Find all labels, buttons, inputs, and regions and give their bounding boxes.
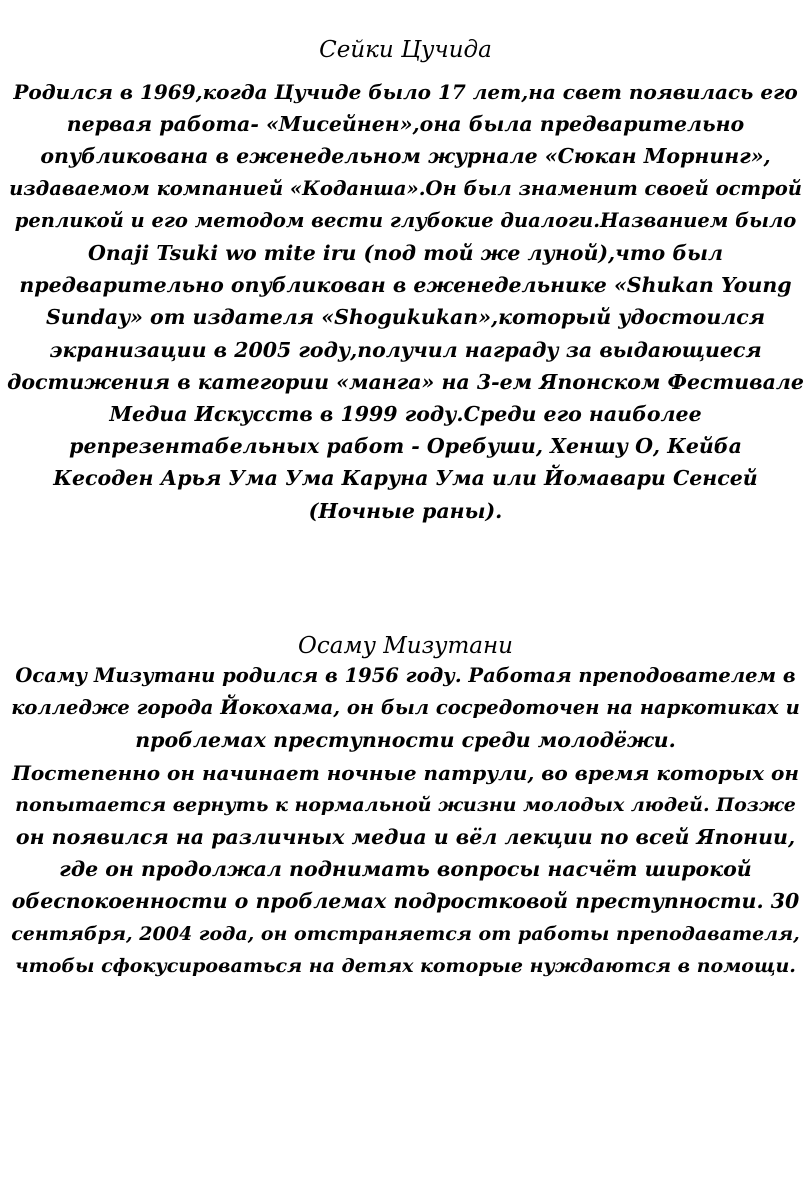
bio-paragraph (0, 757, 811, 982)
text-line: Sunday» от издателя «Shogukukan»,который удостоился (45, 305, 766, 330)
text-line: первая работа- «Мисейнен»,она была предварительно (66, 112, 745, 137)
bio-paragraph (0, 660, 811, 757)
text-line: чтобы сфокусироваться на детях которые нуждаются в помощи. (15, 954, 796, 977)
text-line: экранизации в 2005 году,получил награду за выдающиеся (49, 337, 762, 362)
text-line: достижения в категории «манга» на 3-ем Японском Фестивале (7, 369, 804, 394)
bio-paragraph (0, 76, 811, 527)
text-line: обеспокоенности о проблемах подростковой преступности. 30 (11, 889, 800, 914)
text-line: опубликована в еженедельном журнале «Сюкан Морнинг», (40, 144, 771, 169)
bio-title: Осаму Мизутани (298, 633, 513, 659)
bio-section-seiki-tsuchida (0, 36, 811, 527)
text-line: Кесоден Арья Ума Ума Каруна Ума или Йомавари Сенсей (53, 466, 758, 491)
text-line: сентября, 2004 года, он отстраняется от работы преподавателя, (11, 922, 800, 945)
text-line: издаваемом компанией «Коданша».Он был знаменит своей острой (9, 176, 802, 200)
text-line: он появился на различных медиа и вёл лекции по всей Японии, (15, 825, 796, 850)
bio-section-osamu-mizutani (0, 632, 811, 982)
text-line: Постепенно он начинает ночные патрули, во время которых он (12, 760, 799, 785)
text-line: предварительно опубликован в еженедельнике «Shukan Young (19, 273, 792, 298)
bio-title: Сейки Цучида (319, 37, 492, 63)
text-line: репликой и его методом вести глубокие диалоги.Названием было (14, 208, 797, 232)
text-line: Медиа Искусств в 1999 году.Среди его наиболее (109, 402, 702, 427)
text-line: где он продолжал поднимать вопросы насчёт широкой (59, 857, 752, 882)
text-line: (Ночные раны). (308, 498, 503, 523)
text-line: Родился в 1969,когда Цучиде было 17 лет,на свет появилась его (13, 80, 798, 104)
text-line: Onaji Tsuki wo mite iru (под той же луной),что был (87, 241, 724, 266)
text-line: репрезентабельных работ - Оребуши, Хеншу О, Кейба (69, 434, 742, 459)
text-line: колледже города Йокохама, он был сосредоточен на наркотиках и (11, 696, 800, 720)
text-line: попытается вернуть к нормальной жизни молодых людей. Позже (15, 793, 796, 816)
text-line: Осаму Мизутани родился в 1956 году. Работая преподователем в (15, 664, 796, 687)
text-line: проблемах преступности среди молодёжи. (135, 728, 676, 753)
